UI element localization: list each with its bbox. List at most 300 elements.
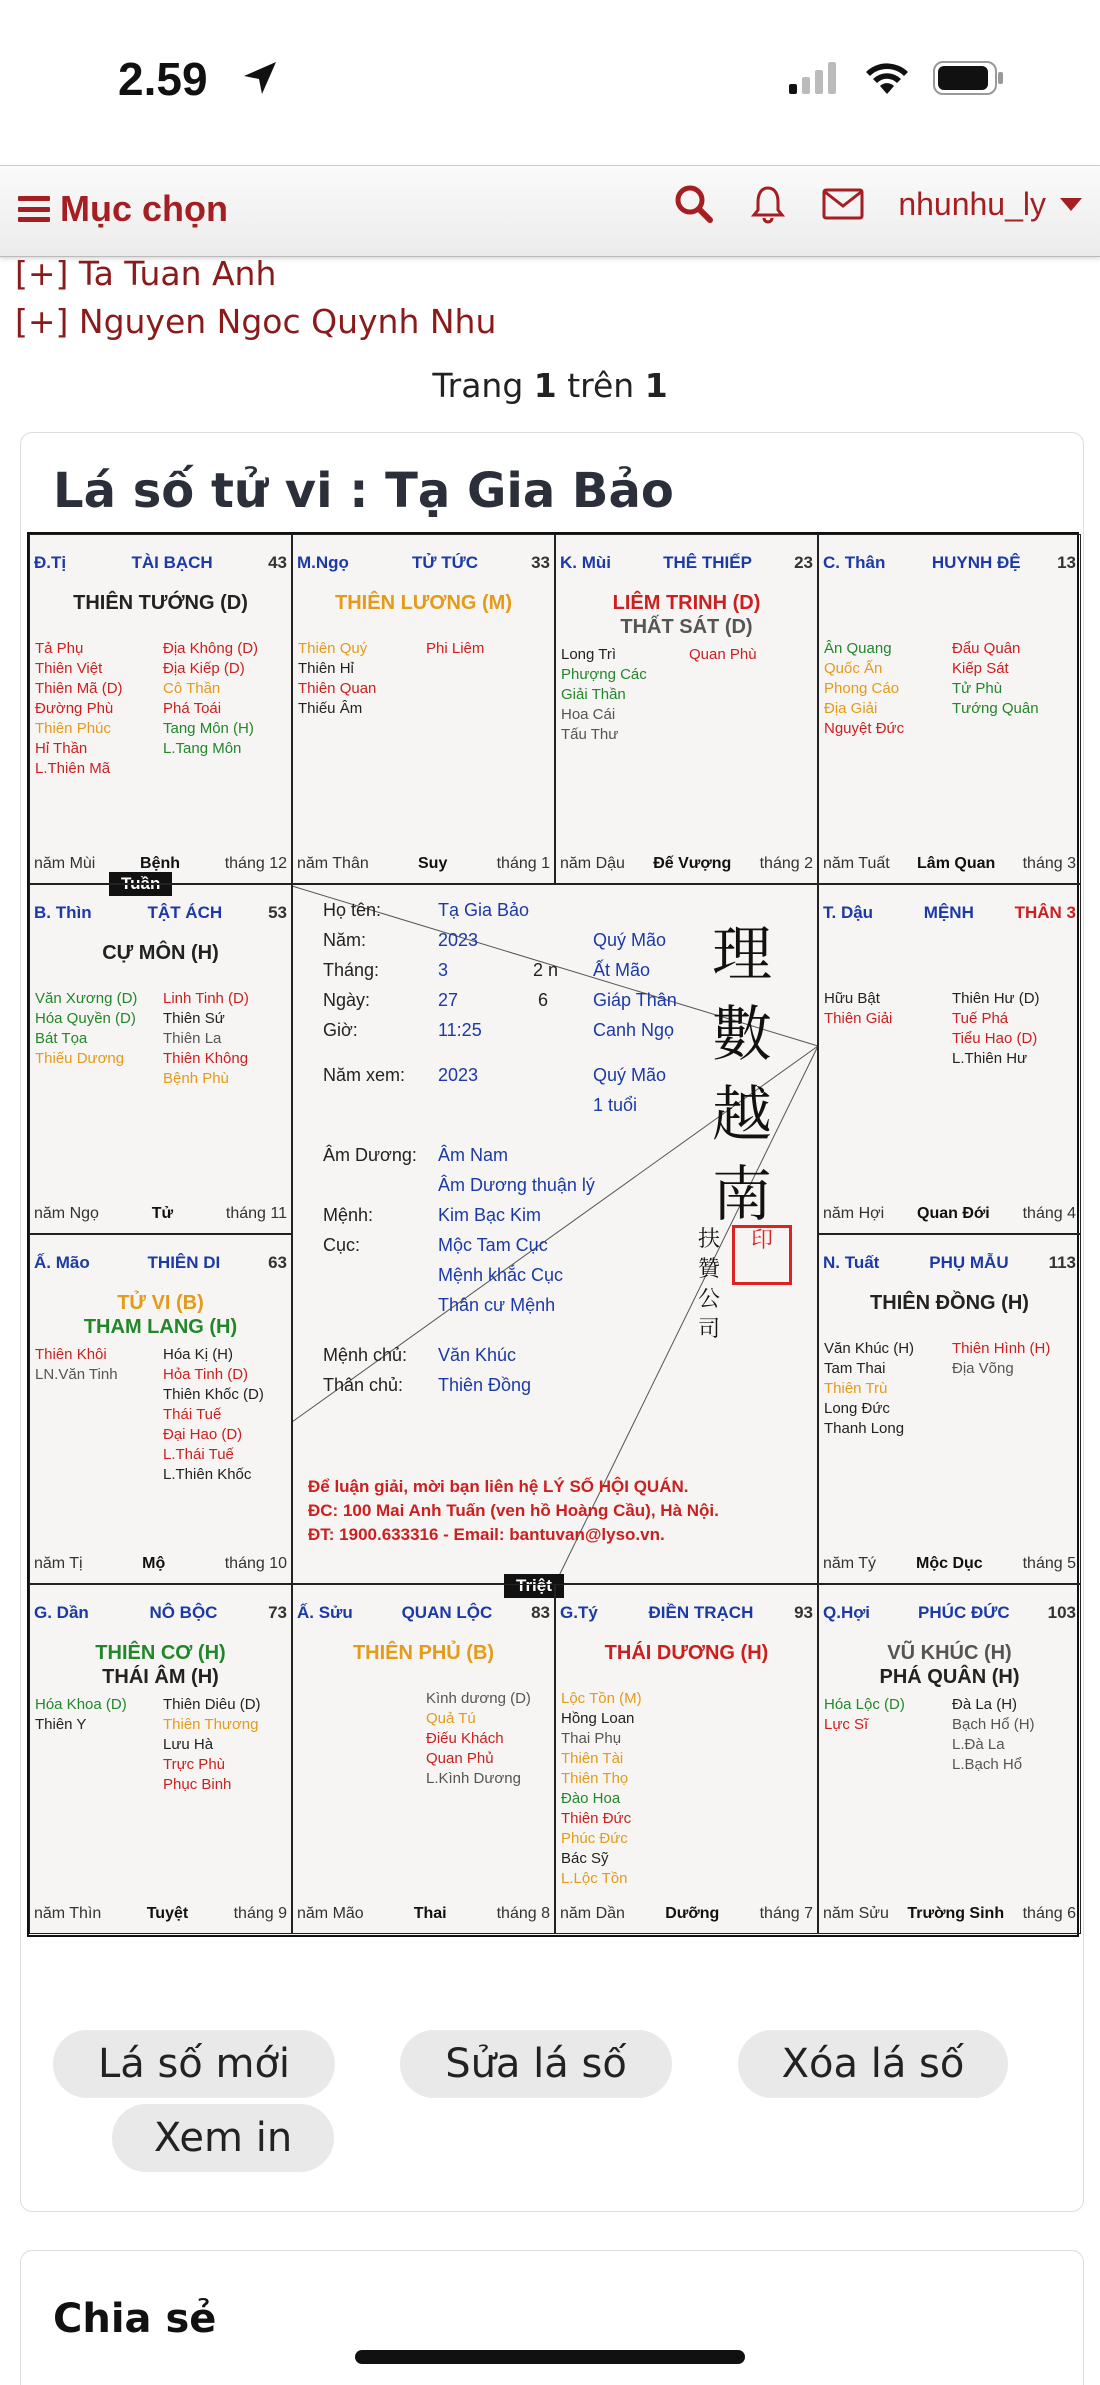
minor-stars-left: [35, 1695, 127, 1735]
triet-tag: Triệt: [504, 1574, 564, 1598]
minor-star: Thái Tuế: [163, 1406, 222, 1423]
palace-header: [34, 1603, 287, 1623]
minor-stars-left: [561, 645, 647, 745]
main-stars: [30, 941, 291, 965]
palace-mui: [555, 534, 818, 884]
palace-header: [34, 1253, 287, 1273]
minor-stars-right: [426, 639, 484, 659]
value-menh-chu: Văn Khúc: [438, 1345, 517, 1365]
seal-char: 越: [712, 1080, 772, 1150]
pager-page: 1: [533, 366, 557, 405]
minor-star: Kình dương (D): [426, 1690, 531, 1707]
footer-month: tháng 11: [225, 1205, 287, 1222]
minor-star: Tả Phụ: [35, 640, 84, 657]
minor-star: Thiên Quan: [298, 680, 377, 697]
label-ngay: Ngày:: [323, 990, 371, 1010]
app-navbar: [0, 165, 1100, 257]
value-cuc: Mộc Tam Cục: [438, 1235, 548, 1255]
main-star: THÁI DƯƠNG (H): [604, 1642, 769, 1664]
wifi-icon: [863, 60, 911, 96]
delete-chart-button[interactable]: Xóa lá số: [738, 2030, 1008, 2098]
minor-star: Địa Giải: [824, 700, 878, 717]
minor-stars-left: [824, 989, 892, 1029]
palace-name: TÀI BẠCH: [131, 553, 213, 572]
palace-than: [818, 534, 1081, 884]
palace-header: [560, 553, 813, 573]
footer-month: tháng 7: [759, 1905, 813, 1922]
signal-icon: [789, 62, 841, 94]
minor-star: Nguyệt Đức: [824, 720, 905, 737]
main-stars: [819, 1291, 1080, 1315]
footer-year: năm Dậu: [560, 855, 625, 872]
palace-number: 113: [1048, 1253, 1076, 1272]
label-cuc: Cục:: [323, 1235, 361, 1255]
main-stars: [30, 591, 291, 615]
palace-number: 83: [531, 1603, 550, 1622]
minor-star: Đà La (H): [952, 1696, 1018, 1713]
minor-star: Quốc Ấn: [824, 660, 883, 677]
palace-name: QUAN LỘC: [401, 1603, 493, 1622]
minor-star: Phong Cáo: [824, 680, 900, 697]
main-stars: [819, 1641, 1080, 1689]
minor-star: Tử Phù: [952, 680, 1003, 697]
minor-star: Lực Sĩ: [824, 1716, 869, 1733]
footer-month: tháng 1: [496, 855, 550, 872]
minor-stars-left: [824, 1695, 905, 1735]
minor-star: Hỏa Tinh (D): [163, 1366, 249, 1383]
minor-star: Điếu Khách: [426, 1730, 504, 1747]
value-tuoi: 1 tuổi: [593, 1095, 638, 1115]
footer-year: năm Tuất: [823, 855, 890, 872]
palace-dan: [29, 1584, 292, 1934]
palace-number: 23: [794, 553, 813, 572]
palace-name: TẬT ÁCH: [147, 903, 223, 922]
seal-small-char: 司: [697, 1317, 720, 1342]
footer-stage: Đế Vượng: [653, 855, 732, 872]
footer-year: năm Ngọ: [34, 1205, 99, 1222]
label-am-duong: Âm Dương:: [323, 1145, 417, 1165]
edit-chart-button[interactable]: Sửa lá số: [400, 2030, 672, 2098]
minor-star: Kiếp Sát: [952, 660, 1009, 677]
new-chart-button[interactable]: Lá số mới: [53, 2030, 335, 2098]
minor-star: Thiên Hình (H): [952, 1340, 1051, 1357]
footer-month: tháng 12: [224, 855, 287, 872]
minor-star: Hỉ Thần: [35, 740, 88, 757]
palace-ti: [29, 534, 292, 884]
label-than-chu: Thân chủ:: [323, 1375, 404, 1395]
minor-stars-left: [298, 639, 376, 719]
footer-year: năm Thân: [297, 855, 369, 872]
palace-name: MỆNH: [923, 903, 974, 922]
seal-char: 理: [712, 920, 772, 990]
main-star: VŨ KHÚC (H): [887, 1642, 1012, 1664]
username: nhunhu_ly: [898, 185, 1046, 222]
palace-name: THIÊN DI: [147, 1253, 221, 1272]
minor-star: Hóa Kị (H): [163, 1346, 234, 1363]
minor-star: Văn Xương (D): [35, 990, 138, 1007]
footer-stage: Mộc Dục: [916, 1555, 983, 1572]
palace-footer: [34, 1905, 287, 1923]
main-star: THAM LANG (H): [83, 1316, 238, 1338]
minor-stars-left: [824, 639, 904, 739]
battery-icon: [933, 60, 1005, 96]
red-stamp: [732, 1225, 792, 1285]
palace-position: Đ.Tị: [34, 553, 67, 572]
palace-position: G. Dần: [34, 1603, 89, 1622]
main-star: TỬ VI (B): [117, 1292, 204, 1314]
minor-star: Tang Môn (H): [163, 720, 254, 737]
minor-stars-left: [824, 1339, 914, 1439]
bell-icon[interactable]: [748, 184, 788, 224]
minor-star: Thiên Không: [163, 1050, 249, 1067]
palace-footer: [823, 1205, 1076, 1223]
main-star: THIÊN ĐỒNG (H): [870, 1292, 1029, 1314]
palace-footer: [823, 855, 1076, 873]
main-star: THẤT SÁT (D): [620, 616, 753, 638]
seal-small-char: 公: [697, 1287, 720, 1312]
minor-star: L.Thái Tuế: [163, 1446, 234, 1463]
footer-month: tháng 9: [233, 1905, 287, 1922]
palace-name: PHÚC ĐỨC: [918, 1603, 1010, 1622]
contact-note-line: ĐC: 100 Mai Anh Tuấn (ven hồ Hoàng Cầu), Hà Nội.: [308, 1501, 719, 1520]
value-than-chu: Thiên Đồng: [438, 1375, 532, 1395]
footer-year: năm Tị: [34, 1555, 83, 1572]
minor-star: Thanh Long: [824, 1420, 905, 1437]
footer-year: năm Dần: [560, 1905, 625, 1922]
label-nam: Năm:: [323, 930, 367, 950]
contact-note: [308, 1475, 719, 1547]
minor-star: Thiên Thương: [163, 1716, 259, 1733]
minor-star: Bệnh Phù: [163, 1070, 229, 1087]
status-icons: [789, 60, 1005, 96]
minor-star: Bạch Hổ (H): [952, 1716, 1035, 1733]
main-stars: [556, 591, 817, 639]
value-cuc-3: Thân cư Mệnh: [438, 1295, 556, 1315]
palace-position: T. Dậu: [823, 903, 874, 922]
footer-stage: Quan Đới: [917, 1205, 990, 1222]
footer-year: năm Mùi: [34, 855, 96, 872]
palace-header: [823, 1603, 1076, 1623]
footer-stage: Tuyệt: [146, 1905, 189, 1922]
value-gio: 11:25: [438, 1020, 482, 1040]
pager-mid: trên: [556, 366, 645, 405]
minor-star: L.Tang Môn: [163, 740, 242, 757]
palace-position: Ấ. Sửu: [297, 1603, 353, 1622]
minor-star: Ân Quang: [824, 640, 892, 657]
pager-prefix: Trang: [432, 366, 534, 405]
value-nam-xem-can: Quý Mão: [593, 1065, 667, 1085]
tuan-tag: Tuần: [109, 872, 172, 896]
palace-number: 33: [531, 553, 550, 572]
minor-star: Thiếu Dương: [35, 1050, 125, 1067]
palace-header: [297, 553, 550, 573]
minor-star: Quan Phủ: [426, 1750, 494, 1767]
minor-star: Đại Hao (D): [163, 1426, 243, 1443]
location-arrow-icon: [240, 58, 280, 98]
horoscope-chart: [27, 532, 1079, 1937]
palace-number: 13: [1057, 553, 1076, 572]
value-ngay-can: Giáp Thân: [593, 990, 677, 1010]
footer-month: tháng 5: [1022, 1555, 1076, 1572]
birth-info: [323, 895, 703, 1455]
footer-month: tháng 3: [1022, 855, 1076, 872]
minor-star: Phá Toái: [163, 700, 222, 717]
palace-number: 73: [268, 1603, 287, 1622]
palace-number: 43: [268, 553, 287, 572]
minor-star: Thiên Sứ: [163, 1010, 225, 1027]
minor-star: Thiên Việt: [35, 660, 103, 677]
minor-star: LN.Văn Tinh: [35, 1366, 118, 1383]
palace-position: C. Thân: [823, 553, 886, 572]
value-am-duong-2: Âm Dương thuận lý: [438, 1175, 595, 1195]
footer-month: tháng 6: [1022, 1905, 1076, 1922]
minor-star: Đào Hoa: [561, 1790, 621, 1807]
minor-star: Tiểu Hao (D): [952, 1030, 1038, 1047]
contact-note-line: Để luận giải, mời bạn liên hệ LÝ SỐ HỘI QUÁN.: [308, 1477, 689, 1496]
minor-star: Thiên Khôi: [35, 1346, 107, 1363]
palace-thin: [29, 884, 292, 1234]
main-star: THÁI ÂM (H): [102, 1666, 219, 1688]
seal-small-char: 扶: [697, 1227, 720, 1252]
footer-month: tháng 2: [759, 855, 813, 872]
minor-star: L.Đà La: [952, 1736, 1005, 1753]
menu-button[interactable]: [18, 188, 228, 230]
palace-ty: [555, 1584, 818, 1934]
minor-star: Hóa Khoa (D): [35, 1696, 127, 1713]
label-thang: Tháng:: [323, 960, 380, 980]
palace-header: [297, 1603, 550, 1623]
minor-stars-left: [561, 1689, 642, 1889]
minor-stars-right: [163, 1345, 264, 1485]
footer-year: năm Thìn: [34, 1905, 102, 1922]
footer-stage: Lâm Quan: [917, 855, 996, 872]
user-menu[interactable]: [898, 186, 1082, 223]
palace-header: [823, 1253, 1076, 1273]
main-star: LIÊM TRINH (D): [612, 592, 761, 614]
main-stars: [30, 1291, 291, 1339]
palace-position: N. Tuất: [823, 1253, 880, 1272]
minor-star: Phi Liêm: [426, 640, 485, 657]
pagination: [0, 366, 1100, 405]
minor-star: Thai Phụ: [561, 1730, 622, 1747]
minor-star: Thiên Diêu (D): [163, 1696, 261, 1713]
palace-footer: [823, 1555, 1076, 1573]
minor-star: Quan Phù: [689, 646, 757, 663]
palace-position: B. Thìn: [34, 903, 92, 922]
home-indicator: [355, 2350, 745, 2364]
palace-footer: [297, 855, 550, 873]
minor-star: Hoa Cái: [561, 706, 616, 723]
minor-star: Long Trì: [561, 646, 617, 663]
palace-position: Q.Hợi: [823, 1603, 871, 1622]
value-gio-can: Canh Ngọ: [593, 1020, 675, 1040]
footer-stage: Thai: [413, 1905, 447, 1922]
value-nam: 2023: [438, 930, 479, 950]
palace-dau: [818, 884, 1081, 1234]
palace-header: [34, 903, 287, 923]
palace-header: [560, 1603, 813, 1623]
minor-stars-left: [35, 639, 123, 779]
seal-small-text: [691, 1225, 727, 1345]
chart-list: [15, 250, 496, 346]
value-thang-can: Ất Mão: [593, 960, 651, 980]
palace-number: THÂN 3: [1014, 903, 1076, 922]
minor-star: Đường Phù: [35, 700, 114, 717]
minor-star: L.Kình Dương: [426, 1770, 521, 1787]
minor-star: Hồng Loan: [561, 1710, 635, 1727]
main-stars: [556, 1641, 817, 1665]
print-view-button[interactable]: Xem in: [112, 2104, 334, 2172]
minor-stars-right: [952, 639, 1039, 719]
minor-star: Thiên Trù: [824, 1380, 888, 1397]
minor-stars-right: [952, 1695, 1035, 1775]
minor-star: Thiên Hư (D): [952, 990, 1040, 1007]
stamp-char: 印: [750, 1228, 773, 1253]
minor-star: Long Đức: [824, 1400, 890, 1417]
value-thang: 3: [438, 960, 449, 980]
footer-stage: Bệnh: [140, 855, 181, 872]
minor-star: Thiên Giải: [824, 1010, 893, 1027]
palace-name: THÊ THIẾP: [663, 553, 752, 572]
palace-position: K. Mùi: [560, 553, 611, 572]
value-nam-can: Quý Mão: [593, 930, 667, 950]
search-icon[interactable]: [674, 184, 714, 224]
palace-footer: [34, 1555, 287, 1573]
hamburger-icon: [18, 196, 50, 222]
seal-char: 數: [712, 1000, 772, 1070]
main-star: THIÊN TƯỚNG (D): [73, 592, 248, 614]
mail-icon[interactable]: [822, 187, 864, 221]
main-stars: [293, 1641, 554, 1665]
minor-star: Thiếu Âm: [298, 700, 363, 717]
minor-star: Địa Không (D): [163, 640, 259, 657]
minor-star: Trực Phù: [163, 1756, 225, 1773]
palace-number: 63: [268, 1253, 287, 1272]
status-time: 2.59: [118, 53, 208, 105]
minor-star: L.Thiên Hư: [952, 1050, 1028, 1067]
value-ho-ten: Tạ Gia Bảo: [438, 900, 530, 920]
footer-month: tháng 10: [224, 1555, 287, 1572]
footer-stage: Suy: [418, 855, 448, 872]
seal-char: 南: [712, 1160, 772, 1230]
value-cuc-2: Mệnh khắc Cục: [438, 1265, 564, 1285]
minor-star: Địa Võng: [952, 1360, 1014, 1377]
footer-year: năm Hợi: [823, 1205, 885, 1222]
minor-star: Phúc Đức: [561, 1830, 628, 1847]
palace-footer: [560, 1905, 813, 1923]
menu-label: Mục chọn: [60, 188, 228, 229]
minor-star: Phượng Các: [561, 666, 647, 683]
palace-name: NÔ BỘC: [149, 1603, 218, 1622]
minor-star: L.Lộc Tồn: [561, 1870, 628, 1887]
minor-star: L.Bạch Hổ: [952, 1756, 1023, 1773]
palace-footer: [34, 855, 287, 873]
palace-footer: [297, 1905, 550, 1923]
minor-star: Tuế Phá: [952, 1010, 1009, 1027]
palace-footer: [823, 1905, 1076, 1923]
minor-star: Tấu Thư: [561, 726, 619, 743]
main-star: PHÁ QUÂN (H): [879, 1666, 1020, 1688]
label-menh-chu: Mệnh chủ:: [323, 1345, 408, 1365]
minor-star: Tam Thai: [824, 1360, 886, 1377]
minor-star: Quả Tú: [426, 1710, 476, 1727]
palace-number: 93: [794, 1603, 813, 1622]
minor-star: L.Thiên Mã: [35, 760, 111, 777]
palace-header: [823, 903, 1076, 923]
main-star: THIÊN PHỦ (B): [352, 1642, 495, 1664]
minor-stars-left: [35, 1345, 118, 1385]
footer-stage: Dưỡng: [665, 1905, 720, 1922]
minor-star: Linh Tinh (D): [163, 990, 249, 1007]
main-stars: [293, 591, 554, 615]
seal-calligraphy: [687, 915, 797, 1235]
chevron-down-icon: [1060, 198, 1082, 211]
palace-header: [823, 553, 1076, 573]
palace-name: TỬ TỨC: [412, 553, 478, 572]
main-star: CỰ MÔN (H): [102, 942, 219, 964]
minor-star: Văn Khúc (H): [824, 1340, 915, 1357]
minor-stars-right: [952, 989, 1040, 1069]
chart-center: [292, 884, 818, 1584]
value-ngay: 27: [438, 990, 459, 1010]
share-card: [20, 2250, 1084, 2385]
minor-stars-right: [426, 1689, 531, 1789]
minor-star: Thiên Quý: [298, 640, 368, 657]
footer-stage: Trường Sinh: [907, 1905, 1005, 1922]
label-nam-xem: Năm xem:: [323, 1065, 406, 1085]
value-am-duong: Âm Nam: [438, 1145, 509, 1165]
palace-mao: [29, 1234, 292, 1584]
minor-star: Thiên Tài: [561, 1750, 624, 1767]
minor-star: Thiên Khốc (D): [163, 1386, 264, 1403]
minor-star: Thiên Mã (D): [35, 680, 123, 697]
minor-stars-right: [163, 1695, 261, 1795]
palace-position: Ấ. Mão: [34, 1253, 90, 1272]
minor-star: Bát Tọa: [35, 1030, 88, 1047]
minor-star: L.Thiên Khốc: [163, 1466, 252, 1483]
main-stars: [30, 1641, 291, 1689]
minor-stars-right: [689, 645, 757, 665]
minor-stars-right: [163, 989, 249, 1089]
palace-ngo: [292, 534, 555, 884]
list-item[interactable]: [+] Nguyen Ngoc Quynh Nhu: [15, 302, 497, 341]
palace-position: M.Ngọ: [297, 553, 349, 572]
minor-star: Hữu Bật: [824, 990, 880, 1007]
palace-number: 53: [268, 903, 287, 922]
footer-year: năm Sửu: [823, 1905, 889, 1922]
footer-month: tháng 4: [1022, 1205, 1076, 1222]
label-ho-ten: Họ tên:: [323, 900, 382, 920]
palace-name: PHỤ MẪU: [929, 1253, 1009, 1272]
palace-tuat: [818, 1234, 1081, 1584]
palace-suu: [292, 1584, 555, 1934]
minor-star: Thiên Phúc: [35, 720, 111, 737]
minor-star: Thiên Đức: [561, 1810, 632, 1827]
footer-stage: Mộ: [142, 1555, 166, 1572]
palace-name: HUYNH ĐỆ: [931, 553, 1021, 572]
minor-star: Lộc Tồn (M): [561, 1690, 642, 1707]
palace-position: G.Tý: [560, 1603, 598, 1622]
share-title: Chia sẻ: [53, 2296, 217, 2342]
pager-total: 1: [644, 366, 668, 405]
minor-star: Tướng Quân: [952, 700, 1039, 717]
minor-star: Thiên Thọ: [561, 1770, 629, 1787]
value-nam-xem: 2023: [438, 1065, 479, 1085]
minor-star: Thiên Hỉ: [298, 660, 354, 677]
list-item[interactable]: [+] Ta Tuan Anh: [15, 254, 277, 293]
main-star: THIÊN CƠ (H): [95, 1642, 226, 1664]
minor-star: Phục Binh: [163, 1776, 232, 1793]
